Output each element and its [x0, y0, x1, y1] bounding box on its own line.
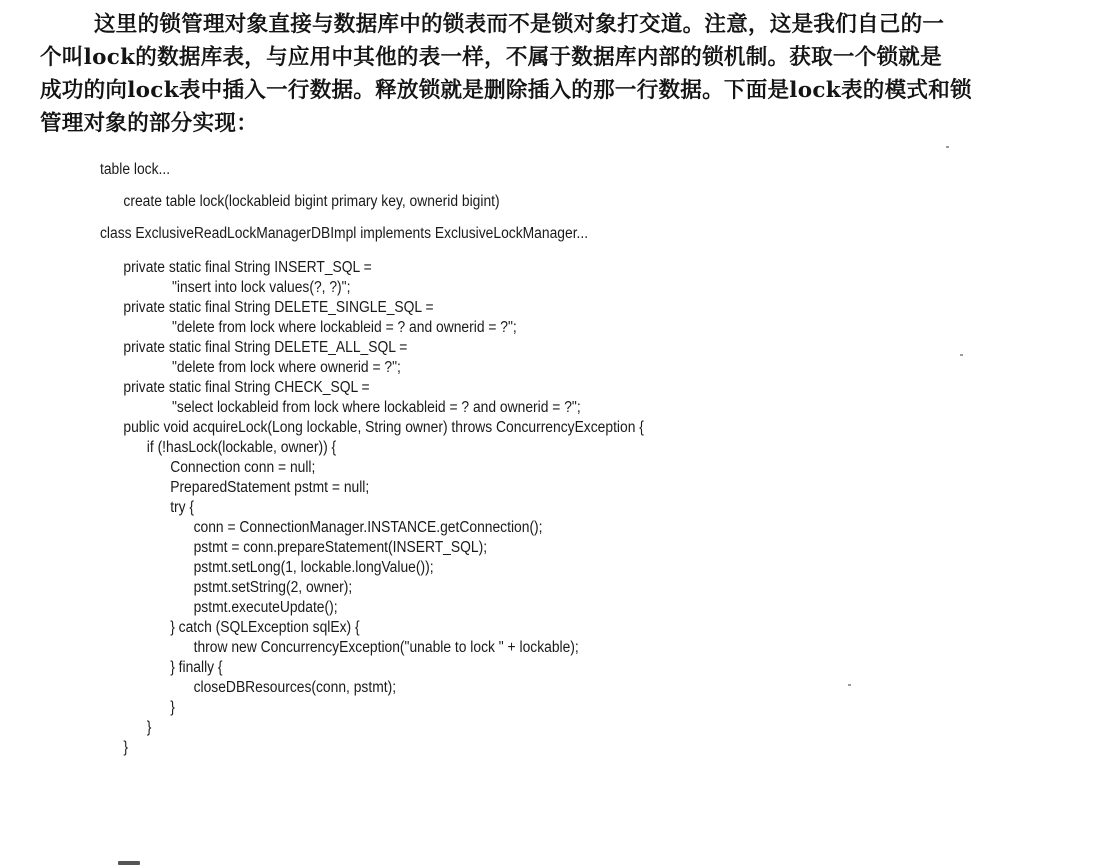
code-line: private static final String INSERT_SQL =: [123, 259, 372, 276]
paragraph-line: 这里的锁管理对象直接与数据库中的锁表而不是锁对象打交道。注意，这是我们自己的一: [94, 12, 945, 37]
code-spacer: [100, 244, 644, 258]
code-line: } finally {: [170, 659, 223, 676]
cropped-text-fragment: [118, 852, 178, 865]
code-line: table lock...: [100, 161, 171, 178]
code-line: "delete from lock where ownerid = ?";: [172, 359, 401, 376]
code-line: if (!hasLock(lockable, owner)) {: [146, 439, 337, 456]
code-line: } catch (SQLException sqlEx) {: [170, 619, 360, 636]
code-line: }: [123, 739, 129, 756]
code-line: create table lock(lockableid bigint primary key, ownerid bigint): [123, 193, 500, 210]
code-line: pstmt.setString(2, owner);: [193, 579, 353, 596]
code-line: Connection conn = null;: [170, 459, 316, 476]
code-line: "select lockableid from lock where lockableid = ? and ownerid = ?";: [172, 399, 581, 416]
scan-speck: [960, 354, 963, 356]
code-line: throw new ConcurrencyException("unable to lock " + lockable);: [193, 639, 579, 656]
code-line: }: [146, 719, 152, 736]
paragraph-line: 管理对象的部分实现：: [40, 111, 259, 136]
code-listing: [100, 160, 644, 758]
code-line: public void acquireLock(Long lockable, String owner) throws ConcurrencyException {: [123, 419, 644, 436]
code-line: private static final String CHECK_SQL =: [123, 379, 370, 396]
body-paragraph: [40, 8, 1090, 140]
paragraph-line: 个叫lock的数据库表，与应用中其他的表一样，不属于数据库内部的锁机制。获取一个锁就是: [40, 45, 942, 70]
code-line: "insert into lock values(?, ?)";: [172, 279, 351, 296]
scan-speck: [848, 684, 851, 686]
code-line: closeDBResources(conn, pstmt);: [193, 679, 397, 696]
code-spacer: [100, 212, 644, 224]
code-line: private static final String DELETE_SINGLE_SQL =: [123, 299, 434, 316]
code-line: pstmt.executeUpdate();: [193, 599, 338, 616]
code-line: PreparedStatement pstmt = null;: [170, 479, 370, 496]
code-spacer: [100, 180, 644, 192]
code-line: pstmt.setLong(1, lockable.longValue());: [193, 559, 434, 576]
code-line: conn = ConnectionManager.INSTANCE.getConnection();: [193, 519, 543, 536]
scan-speck: [946, 146, 949, 148]
code-line: pstmt = conn.prepareStatement(INSERT_SQL);: [193, 539, 488, 556]
paragraph-line: 成功的向lock表中插入一行数据。释放锁就是删除插入的那一行数据。下面是lock表的模式和锁: [40, 78, 972, 103]
code-line: class ExclusiveReadLockManagerDBImpl implements ExclusiveLockManager...: [100, 225, 589, 242]
code-line: try {: [170, 499, 195, 516]
code-line: private static final String DELETE_ALL_SQL =: [123, 339, 408, 356]
code-line: "delete from lock where lockableid = ? and ownerid = ?";: [172, 319, 517, 336]
code-line: }: [170, 699, 175, 716]
